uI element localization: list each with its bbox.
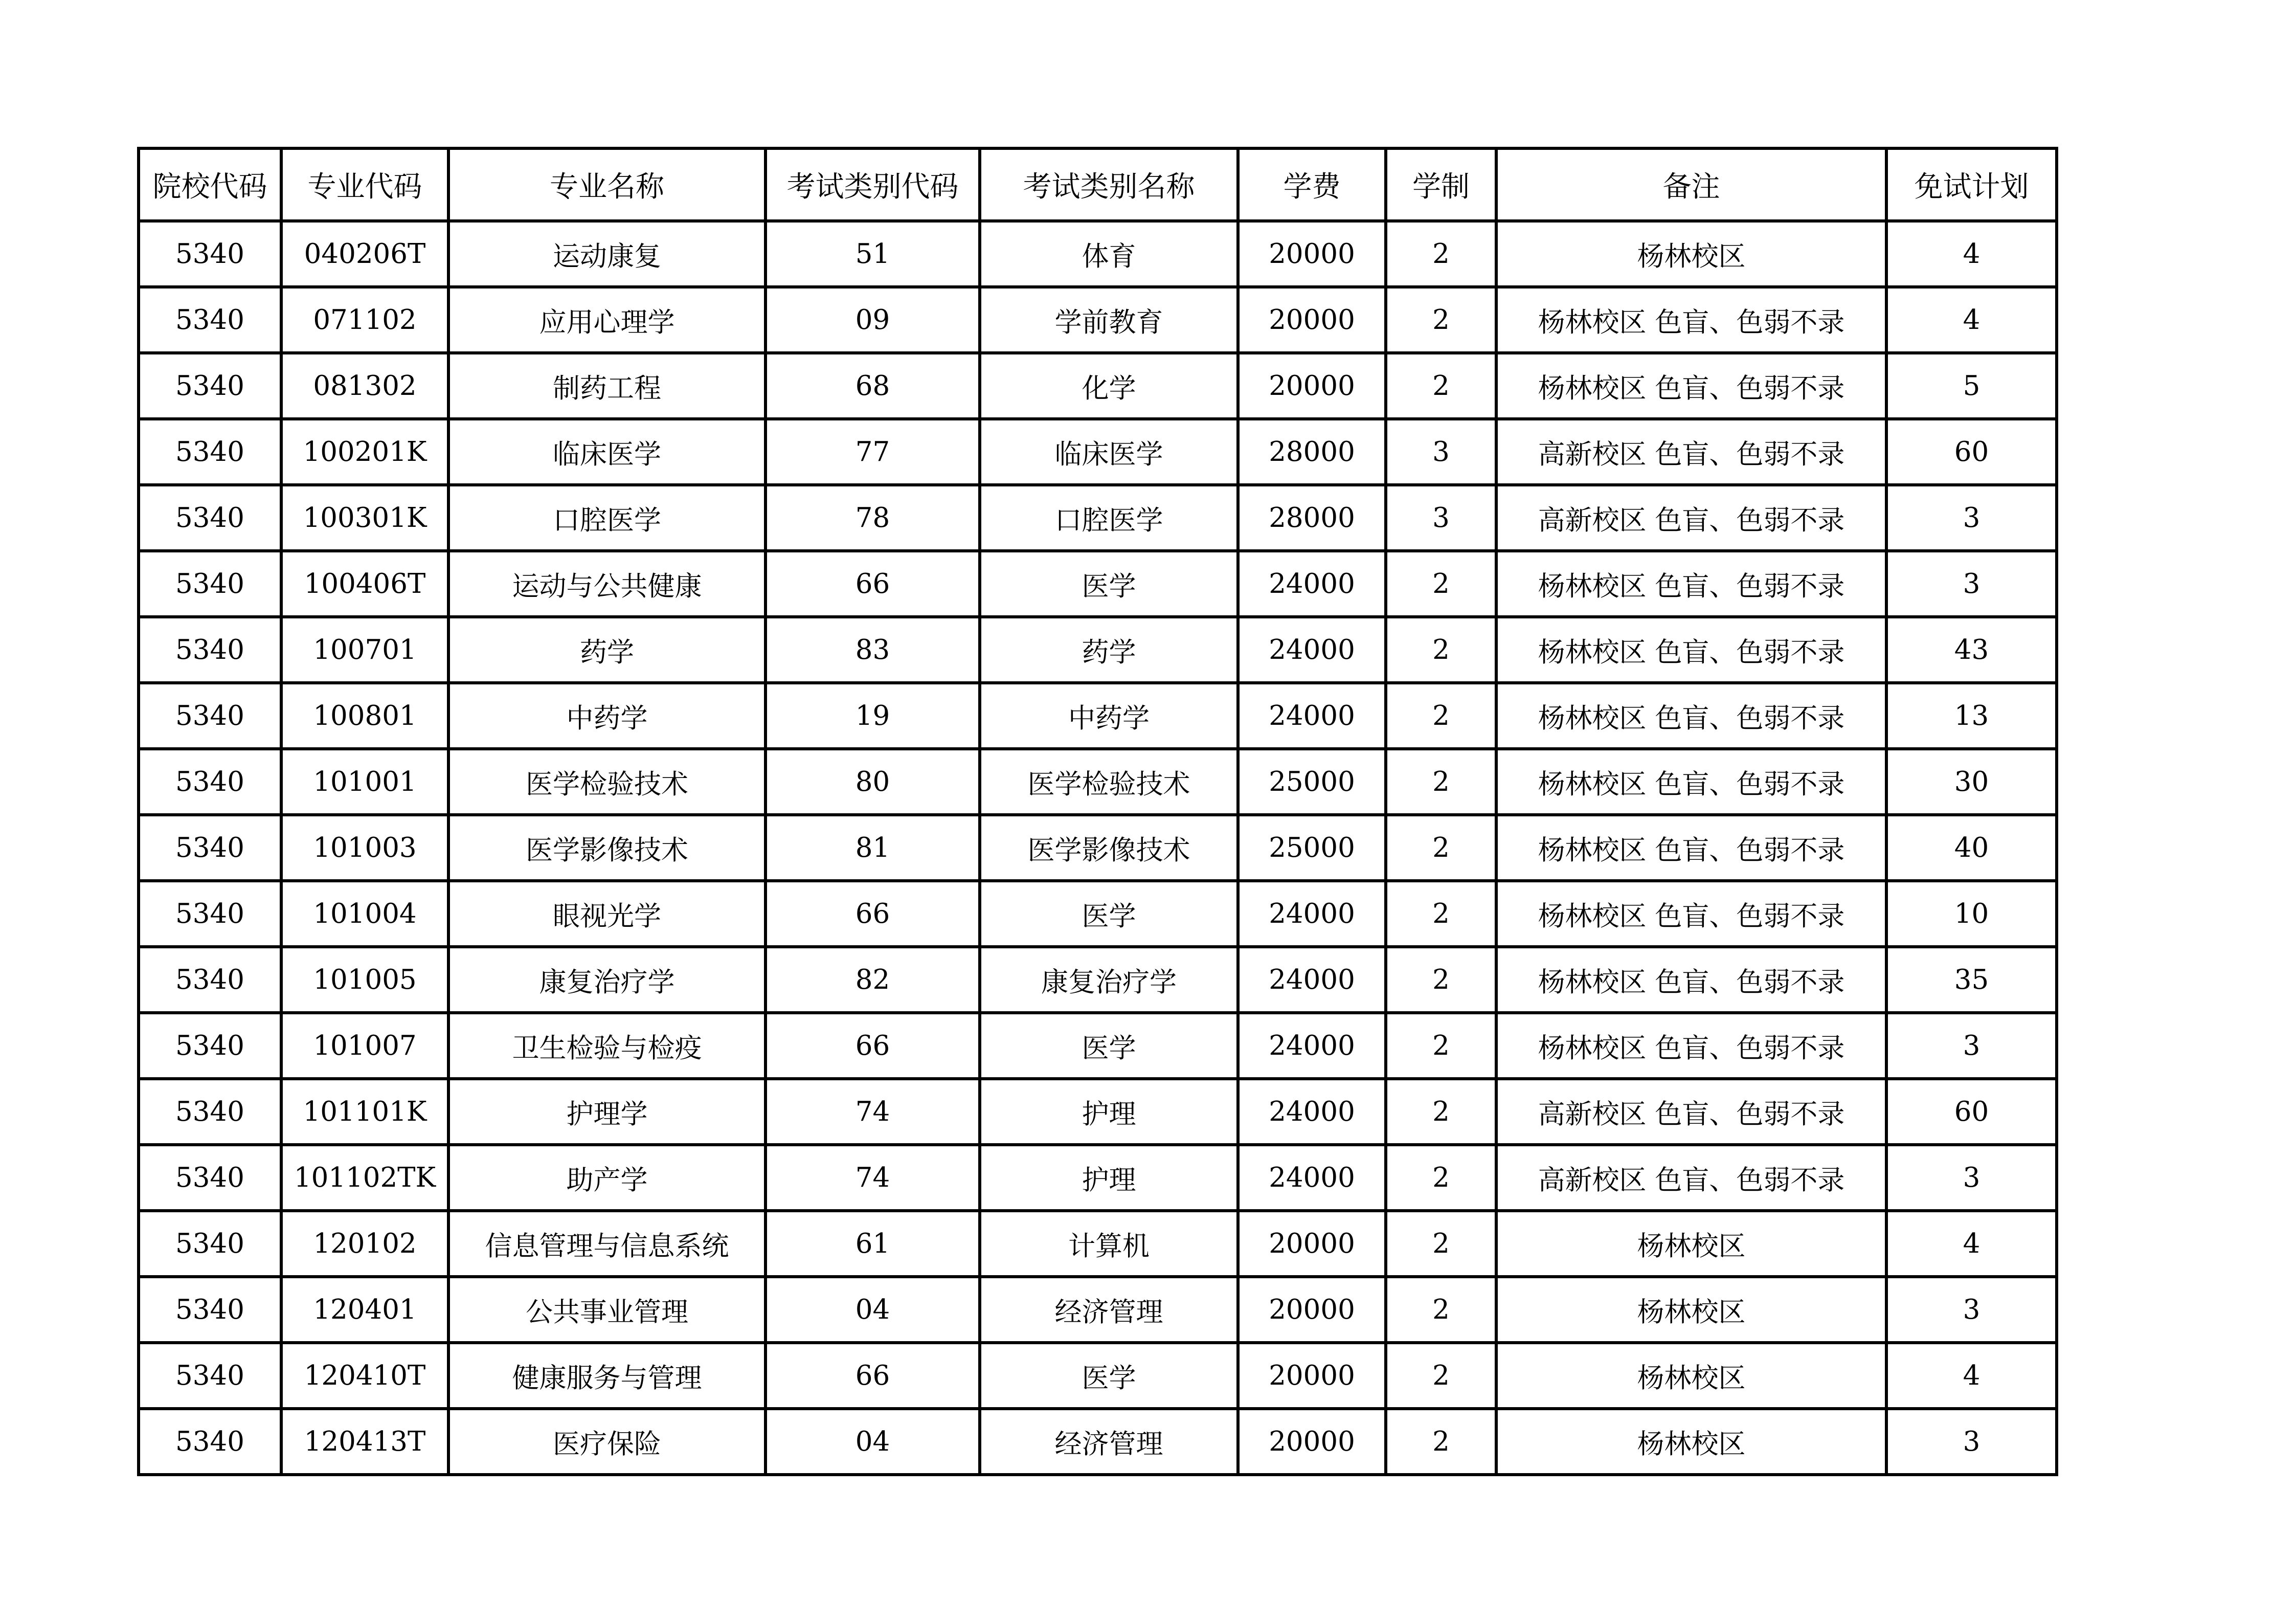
- table-row: [139, 881, 2057, 947]
- cell-major-name: 护理学: [448, 1079, 766, 1145]
- cell-duration: 2: [1386, 1145, 1496, 1211]
- cell-exam-category-name: 医学: [980, 1013, 1238, 1079]
- cell-duration: 2: [1386, 1211, 1496, 1277]
- cell-major-code: 100201K: [281, 419, 448, 485]
- cell-exam-category-code: 78: [766, 485, 980, 551]
- cell-tuition: 20000: [1238, 1277, 1386, 1343]
- cell-major-name: 运动与公共健康: [448, 551, 766, 617]
- cell-school-code: 5340: [139, 815, 281, 881]
- cell-exam-category-name: 医学: [980, 551, 1238, 617]
- cell-exam-category-code: 68: [766, 353, 980, 419]
- cell-major-code: 100801: [281, 683, 448, 749]
- table-row: [139, 1013, 2057, 1079]
- cell-major-name: 运动康复: [448, 221, 766, 287]
- cell-major-name: 应用心理学: [448, 287, 766, 353]
- cell-remarks: 杨林校区 色盲、色弱不录: [1496, 617, 1886, 683]
- cell-school-code: 5340: [139, 1145, 281, 1211]
- cell-major-code: 100406T: [281, 551, 448, 617]
- cell-exam-category-code: 83: [766, 617, 980, 683]
- cell-exam-category-name: 学前教育: [980, 287, 1238, 353]
- cell-major-name: 制药工程: [448, 353, 766, 419]
- cell-tuition: 25000: [1238, 815, 1386, 881]
- cell-major-code: 101007: [281, 1013, 448, 1079]
- header-major-code: 专业代码: [281, 148, 448, 221]
- cell-school-code: 5340: [139, 485, 281, 551]
- cell-exempt-plan: 30: [1886, 749, 2057, 815]
- header-tuition: 学费: [1238, 148, 1386, 221]
- cell-major-name: 信息管理与信息系统: [448, 1211, 766, 1277]
- cell-remarks: 杨林校区: [1496, 1409, 1886, 1475]
- cell-exam-category-code: 77: [766, 419, 980, 485]
- cell-school-code: 5340: [139, 881, 281, 947]
- header-exam-category-name: 考试类别名称: [980, 148, 1238, 221]
- cell-major-name: 卫生检验与检疫: [448, 1013, 766, 1079]
- cell-school-code: 5340: [139, 1409, 281, 1475]
- cell-tuition: 20000: [1238, 353, 1386, 419]
- cell-major-code: 071102: [281, 287, 448, 353]
- cell-major-name: 口腔医学: [448, 485, 766, 551]
- header-exam-category-code: 考试类别代码: [766, 148, 980, 221]
- cell-exam-category-code: 66: [766, 551, 980, 617]
- cell-duration: 2: [1386, 1013, 1496, 1079]
- cell-exam-category-name: 经济管理: [980, 1277, 1238, 1343]
- cell-remarks: 杨林校区 色盲、色弱不录: [1496, 287, 1886, 353]
- cell-school-code: 5340: [139, 617, 281, 683]
- cell-duration: 2: [1386, 1277, 1496, 1343]
- cell-exam-category-name: 康复治疗学: [980, 947, 1238, 1013]
- cell-school-code: 5340: [139, 1277, 281, 1343]
- table-row: [139, 419, 2057, 485]
- table-row: [139, 1343, 2057, 1409]
- table-row: [139, 1277, 2057, 1343]
- cell-duration: 2: [1386, 551, 1496, 617]
- cell-major-code: 101101K: [281, 1079, 448, 1145]
- cell-major-code: 120401: [281, 1277, 448, 1343]
- cell-school-code: 5340: [139, 551, 281, 617]
- cell-exam-category-code: 80: [766, 749, 980, 815]
- cell-remarks: 杨林校区 色盲、色弱不录: [1496, 749, 1886, 815]
- cell-tuition: 24000: [1238, 1013, 1386, 1079]
- cell-tuition: 25000: [1238, 749, 1386, 815]
- cell-exam-category-code: 19: [766, 683, 980, 749]
- cell-major-name: 康复治疗学: [448, 947, 766, 1013]
- cell-major-name: 中药学: [448, 683, 766, 749]
- cell-exempt-plan: 3: [1886, 1013, 2057, 1079]
- cell-exam-category-name: 化学: [980, 353, 1238, 419]
- table-body: [139, 221, 2057, 1475]
- cell-exam-category-name: 药学: [980, 617, 1238, 683]
- cell-major-code: 101001: [281, 749, 448, 815]
- cell-exam-category-code: 51: [766, 221, 980, 287]
- cell-school-code: 5340: [139, 287, 281, 353]
- cell-tuition: 20000: [1238, 1409, 1386, 1475]
- cell-school-code: 5340: [139, 683, 281, 749]
- cell-remarks: 杨林校区 色盲、色弱不录: [1496, 881, 1886, 947]
- cell-major-name: 医学影像技术: [448, 815, 766, 881]
- cell-duration: 3: [1386, 485, 1496, 551]
- cell-exam-category-code: 61: [766, 1211, 980, 1277]
- table-row: [139, 221, 2057, 287]
- cell-duration: 2: [1386, 683, 1496, 749]
- cell-tuition: 20000: [1238, 287, 1386, 353]
- cell-exam-category-name: 临床医学: [980, 419, 1238, 485]
- cell-remarks: 杨林校区 色盲、色弱不录: [1496, 551, 1886, 617]
- cell-exam-category-code: 66: [766, 881, 980, 947]
- cell-exempt-plan: 3: [1886, 1277, 2057, 1343]
- cell-major-code: 040206T: [281, 221, 448, 287]
- cell-exempt-plan: 4: [1886, 1211, 2057, 1277]
- table-row: [139, 947, 2057, 1013]
- cell-school-code: 5340: [139, 221, 281, 287]
- cell-exam-category-code: 66: [766, 1343, 980, 1409]
- cell-tuition: 24000: [1238, 947, 1386, 1013]
- cell-remarks: 杨林校区 色盲、色弱不录: [1496, 1013, 1886, 1079]
- table-row: [139, 1079, 2057, 1145]
- cell-major-name: 公共事业管理: [448, 1277, 766, 1343]
- cell-tuition: 24000: [1238, 1145, 1386, 1211]
- cell-duration: 2: [1386, 1343, 1496, 1409]
- table-row: [139, 485, 2057, 551]
- cell-duration: 2: [1386, 947, 1496, 1013]
- cell-exam-category-name: 医学: [980, 881, 1238, 947]
- cell-tuition: 24000: [1238, 1079, 1386, 1145]
- cell-major-code: 100301K: [281, 485, 448, 551]
- cell-school-code: 5340: [139, 1013, 281, 1079]
- cell-tuition: 24000: [1238, 617, 1386, 683]
- cell-major-code: 120410T: [281, 1343, 448, 1409]
- cell-exam-category-name: 医学影像技术: [980, 815, 1238, 881]
- cell-exam-category-name: 经济管理: [980, 1409, 1238, 1475]
- cell-exempt-plan: 60: [1886, 419, 2057, 485]
- cell-exam-category-name: 护理: [980, 1145, 1238, 1211]
- cell-remarks: 杨林校区: [1496, 1211, 1886, 1277]
- cell-school-code: 5340: [139, 1079, 281, 1145]
- cell-exempt-plan: 3: [1886, 485, 2057, 551]
- table-row: [139, 1409, 2057, 1475]
- cell-tuition: 24000: [1238, 683, 1386, 749]
- cell-exam-category-name: 计算机: [980, 1211, 1238, 1277]
- cell-tuition: 28000: [1238, 419, 1386, 485]
- cell-exempt-plan: 3: [1886, 551, 2057, 617]
- cell-exempt-plan: 35: [1886, 947, 2057, 1013]
- cell-major-name: 助产学: [448, 1145, 766, 1211]
- cell-school-code: 5340: [139, 353, 281, 419]
- header-duration: 学制: [1386, 148, 1496, 221]
- cell-tuition: 20000: [1238, 1343, 1386, 1409]
- cell-exempt-plan: 4: [1886, 1343, 2057, 1409]
- cell-remarks: 杨林校区: [1496, 1343, 1886, 1409]
- header-remarks: 备注: [1496, 148, 1886, 221]
- table-row: [139, 617, 2057, 683]
- cell-exam-category-name: 中药学: [980, 683, 1238, 749]
- cell-school-code: 5340: [139, 1211, 281, 1277]
- table-row: [139, 353, 2057, 419]
- cell-duration: 2: [1386, 287, 1496, 353]
- cell-major-name: 医学检验技术: [448, 749, 766, 815]
- cell-major-code: 081302: [281, 353, 448, 419]
- cell-exempt-plan: 5: [1886, 353, 2057, 419]
- cell-duration: 2: [1386, 617, 1496, 683]
- cell-exempt-plan: 4: [1886, 287, 2057, 353]
- cell-duration: 2: [1386, 353, 1496, 419]
- table-row: [139, 287, 2057, 353]
- cell-duration: 2: [1386, 815, 1496, 881]
- table-row: [139, 815, 2057, 881]
- cell-exam-category-code: 66: [766, 1013, 980, 1079]
- cell-tuition: 24000: [1238, 881, 1386, 947]
- cell-tuition: 20000: [1238, 221, 1386, 287]
- cell-remarks: 杨林校区: [1496, 1277, 1886, 1343]
- cell-major-code: 101004: [281, 881, 448, 947]
- cell-duration: 3: [1386, 419, 1496, 485]
- cell-duration: 2: [1386, 881, 1496, 947]
- cell-tuition: 28000: [1238, 485, 1386, 551]
- cell-remarks: 杨林校区 色盲、色弱不录: [1496, 815, 1886, 881]
- cell-exam-category-code: 74: [766, 1079, 980, 1145]
- cell-school-code: 5340: [139, 1343, 281, 1409]
- cell-major-name: 健康服务与管理: [448, 1343, 766, 1409]
- cell-exam-category-name: 护理: [980, 1079, 1238, 1145]
- cell-school-code: 5340: [139, 749, 281, 815]
- cell-exam-category-name: 体育: [980, 221, 1238, 287]
- cell-major-name: 医疗保险: [448, 1409, 766, 1475]
- cell-exam-category-name: 口腔医学: [980, 485, 1238, 551]
- cell-major-name: 临床医学: [448, 419, 766, 485]
- cell-school-code: 5340: [139, 419, 281, 485]
- cell-remarks: 高新校区 色盲、色弱不录: [1496, 1079, 1886, 1145]
- cell-exam-category-code: 74: [766, 1145, 980, 1211]
- cell-major-code: 120413T: [281, 1409, 448, 1475]
- cell-tuition: 24000: [1238, 551, 1386, 617]
- cell-exempt-plan: 10: [1886, 881, 2057, 947]
- cell-exam-category-code: 04: [766, 1409, 980, 1475]
- cell-remarks: 高新校区 色盲、色弱不录: [1496, 1145, 1886, 1211]
- cell-exempt-plan: 4: [1886, 221, 2057, 287]
- cell-exam-category-code: 82: [766, 947, 980, 1013]
- header-exempt-plan: 免试计划: [1886, 148, 2057, 221]
- header-school-code: 院校代码: [139, 148, 281, 221]
- cell-duration: 2: [1386, 1409, 1496, 1475]
- cell-major-code: 120102: [281, 1211, 448, 1277]
- cell-exam-category-code: 81: [766, 815, 980, 881]
- cell-major-code: 101003: [281, 815, 448, 881]
- admission-plan-table: [137, 147, 2058, 1476]
- header-row: [139, 148, 2057, 221]
- cell-remarks: 杨林校区 色盲、色弱不录: [1496, 353, 1886, 419]
- cell-school-code: 5340: [139, 947, 281, 1013]
- cell-exam-category-code: 09: [766, 287, 980, 353]
- cell-major-code: 100701: [281, 617, 448, 683]
- cell-remarks: 高新校区 色盲、色弱不录: [1496, 485, 1886, 551]
- cell-exam-category-name: 医学检验技术: [980, 749, 1238, 815]
- table-row: [139, 551, 2057, 617]
- cell-duration: 2: [1386, 1079, 1496, 1145]
- cell-exempt-plan: 60: [1886, 1079, 2057, 1145]
- cell-major-name: 眼视光学: [448, 881, 766, 947]
- cell-remarks: 杨林校区 色盲、色弱不录: [1496, 947, 1886, 1013]
- cell-duration: 2: [1386, 221, 1496, 287]
- cell-remarks: 高新校区 色盲、色弱不录: [1496, 419, 1886, 485]
- table-row: [139, 749, 2057, 815]
- cell-exam-category-name: 医学: [980, 1343, 1238, 1409]
- cell-exempt-plan: 40: [1886, 815, 2057, 881]
- cell-exempt-plan: 13: [1886, 683, 2057, 749]
- cell-exempt-plan: 3: [1886, 1409, 2057, 1475]
- table-row: [139, 1145, 2057, 1211]
- cell-major-name: 药学: [448, 617, 766, 683]
- cell-major-code: 101102TK: [281, 1145, 448, 1211]
- table-row: [139, 683, 2057, 749]
- cell-remarks: 杨林校区: [1496, 221, 1886, 287]
- cell-exam-category-code: 04: [766, 1277, 980, 1343]
- cell-exempt-plan: 3: [1886, 1145, 2057, 1211]
- cell-major-code: 101005: [281, 947, 448, 1013]
- cell-tuition: 20000: [1238, 1211, 1386, 1277]
- header-major-name: 专业名称: [448, 148, 766, 221]
- table-row: [139, 1211, 2057, 1277]
- cell-exempt-plan: 43: [1886, 617, 2057, 683]
- cell-remarks: 杨林校区 色盲、色弱不录: [1496, 683, 1886, 749]
- cell-duration: 2: [1386, 749, 1496, 815]
